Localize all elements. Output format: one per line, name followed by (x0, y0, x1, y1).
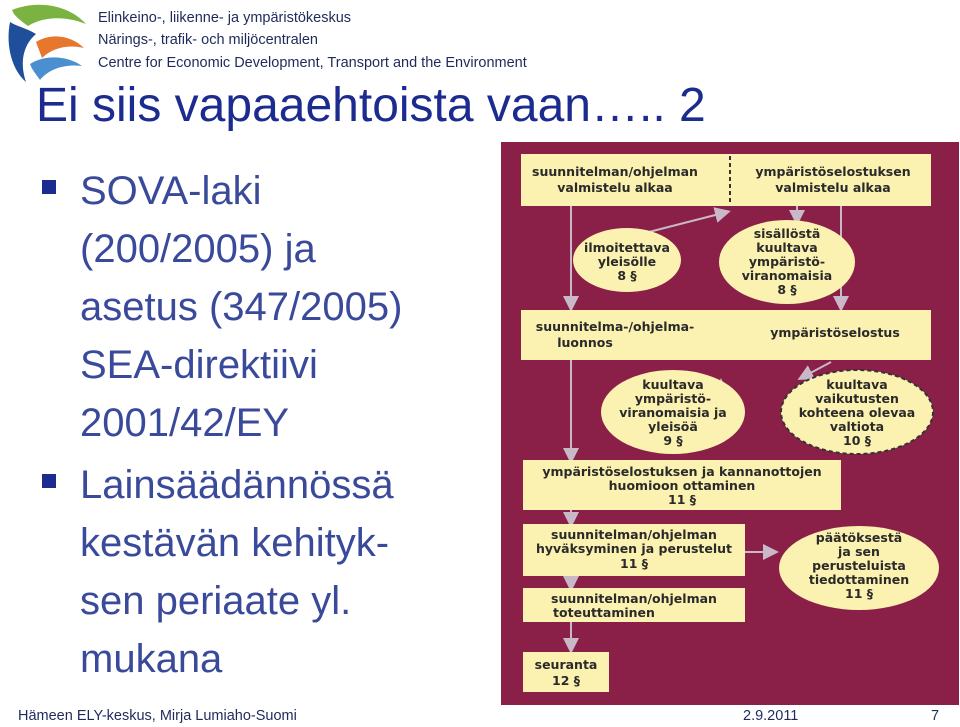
approve-line3: 11 § (620, 556, 648, 571)
logo-lightblue-wave (30, 57, 82, 80)
implement-line1: suunnitelman/ohjelman (551, 591, 717, 606)
oval-state-line2: vaikutusten (815, 391, 899, 406)
consider-line3: 11 § (668, 492, 696, 507)
oval-inform-line3: 8 § (617, 268, 637, 283)
oval-content-line3: ympäristö- (748, 254, 826, 269)
monitor-line2: 12 § (552, 673, 580, 688)
approve-line2: hyväksyminen ja perustelut (535, 541, 733, 556)
announce-line1: päätöksestä (815, 530, 903, 545)
announce-line4: tiedottaminen (808, 572, 910, 587)
announce-line2: ja sen (838, 544, 880, 559)
bullet-item (40, 162, 500, 452)
oval-state-line4: valtiota (829, 419, 885, 434)
top-right-line2: valmistelu alkaa (775, 180, 891, 195)
approve-line1: suunnitelman/ohjelman (551, 527, 717, 542)
implement-line2: toteuttaminen (553, 605, 655, 620)
draft-left-line1: suunnitelma-/ohjelma- (535, 319, 695, 334)
footer-date: 2.9.2011 (743, 708, 799, 724)
org-name-sv: Närings-, trafik- och miljöcentralen (98, 32, 318, 48)
draft-right-label: ympäristöselostus (770, 325, 900, 340)
oval-hear-line1: kuultava (642, 377, 704, 392)
oval-hear-line5: 9 § (663, 433, 683, 448)
top-left-line1: suunnitelman/ohjelman (532, 164, 698, 179)
sea-process-diagram (501, 142, 959, 705)
ely-logo (6, 2, 88, 86)
logo-green-leaf (12, 5, 86, 26)
logo-blue-wave (9, 22, 36, 82)
oval-content-line4: viranomaisia (741, 268, 833, 283)
oval-hear-line3: viranomaisia ja (619, 405, 727, 420)
oval-state-line5: 10 § (843, 433, 871, 448)
consider-line1: ympäristöselostuksen ja kannanottojen (542, 464, 822, 479)
oval-content-line5: 8 § (777, 282, 797, 297)
oval-content-line1: sisällöstä (753, 226, 821, 241)
oval-state-line3: kohteena olevaa (798, 405, 916, 420)
consider-line2: huomioon ottaminen (608, 478, 756, 493)
bullet-square-icon (42, 474, 56, 488)
bullet-text: SOVA-laki (200/2005) ja asetus (347/2005) SEA-direktiivi 2001/42/EY (80, 169, 403, 445)
announce-line3: perusteluista (812, 558, 906, 573)
top-right-line1: ympäristöselostuksen (755, 164, 911, 179)
slide-title: Ei siis vapaaehtoista vaan….. 2 (36, 79, 706, 132)
footer-presenter: Hämeen ELY-keskus, Mirja Lumiaho-Suomi (18, 708, 297, 724)
bullet-list (40, 162, 500, 688)
org-name-fi: Elinkeino-, liikenne- ja ympäristökeskus (98, 10, 352, 26)
oval-hear-line4: yleisöä (648, 419, 698, 434)
footer-page-number: 7 (931, 708, 940, 724)
bullet-text: Lainsäädännössä kestävän kehityk- sen periaate yl. mukana (80, 463, 394, 681)
org-name-en: Centre for Economic Development, Transport and the Environment (98, 55, 527, 71)
logo-orange-wave (36, 36, 84, 58)
announce-line5: 11 § (845, 586, 873, 601)
oval-content-line2: kuultava (756, 240, 818, 255)
oval-hear-line2: ympäristö- (634, 391, 712, 406)
draft-left-line2: luonnos (557, 335, 613, 350)
oval-state-line1: kuultava (826, 377, 888, 392)
bullet-item (40, 456, 500, 688)
oval-inform-line1: ilmoitettava (584, 240, 670, 255)
oval-inform-line2: yleisölle (597, 254, 657, 269)
monitor-line1: seuranta (534, 657, 598, 672)
top-left-line2: valmistelu alkaa (557, 180, 673, 195)
bullet-square-icon (42, 180, 56, 194)
